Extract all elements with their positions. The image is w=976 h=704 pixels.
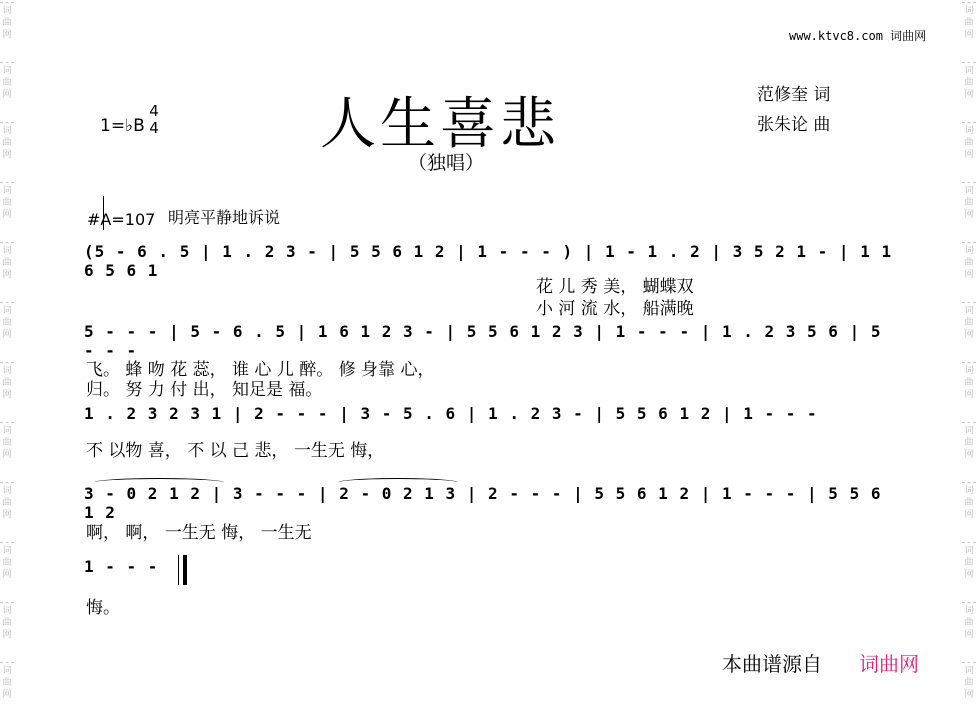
watermark-char: 曲 [2, 198, 12, 208]
watermark-char: 网 [2, 630, 12, 640]
watermark-char: 网 [2, 330, 12, 340]
song-title: 人生喜悲 [320, 92, 560, 157]
composer-credit: 张朱论 曲 [757, 115, 831, 135]
site-watermark[interactable]: www.ktvc8.com 词曲网 [789, 29, 927, 43]
right-watermark-strip [962, 0, 976, 704]
watermark-char: 词 [964, 306, 974, 316]
watermark-char: 曲 [2, 18, 12, 28]
time-signature-top: 4 [149, 102, 159, 120]
watermark-char: 网 [964, 450, 974, 460]
watermark-char: 网 [2, 30, 12, 40]
watermark-char: 网 [964, 690, 974, 700]
watermark-char: 词 [964, 666, 974, 676]
score-row-3 [84, 402, 898, 432]
score-row-2 [84, 320, 898, 360]
lyric-line: 归。 努 力 付 出， 知足是 福。 [86, 380, 323, 400]
watermark-char: 网 [964, 570, 974, 580]
watermark-char: 曲 [964, 78, 974, 88]
watermark-char: 曲 [964, 378, 974, 388]
key-signature: 1=♭B [100, 116, 145, 136]
time-signature [147, 103, 161, 137]
lyric-line: 啊， 啊， 一生无 悔， 一生无 [86, 523, 312, 543]
watermark-char: 词 [964, 6, 974, 16]
watermark-char: 词 [2, 666, 12, 676]
score-row-notes: 1 . 2 3 2 3 1 | 2 - - - | 3 - 5 . 6 | 1 . 2 3 - | 5 5 6 1 2 | 1 - - - [84, 404, 818, 423]
watermark-char: 网 [964, 330, 974, 340]
watermark-char: 曲 [2, 378, 12, 388]
watermark-char: 词 [2, 246, 12, 256]
watermark-char: 网 [2, 150, 12, 160]
footer-site-link[interactable]: 词曲网 [859, 652, 919, 676]
watermark-char: 曲 [964, 558, 974, 568]
score-row-4 [84, 482, 898, 522]
watermark-char: 网 [2, 390, 12, 400]
watermark-char: 网 [2, 510, 12, 520]
watermark-char: 词 [2, 486, 12, 496]
watermark-char: 网 [964, 630, 974, 640]
lyric-line: 小 河 流 水， 船满晚 [536, 299, 694, 319]
lyric-line: 飞。 蜂 吻 花 蕊， 谁 心 儿 醉。 修 身靠 心， [86, 360, 435, 380]
watermark-char: 词 [2, 426, 12, 436]
watermark-char: 曲 [2, 78, 12, 88]
watermark-char: 曲 [964, 498, 974, 508]
watermark-char: 网 [2, 90, 12, 100]
watermark-char: 网 [964, 390, 974, 400]
watermark-char: 词 [964, 126, 974, 136]
watermark-char: 曲 [964, 138, 974, 148]
watermark-char: 曲 [2, 558, 12, 568]
watermark-char: 网 [964, 270, 974, 280]
watermark-char: 词 [2, 126, 12, 136]
time-signature-bottom: 4 [149, 119, 159, 137]
watermark-char: 曲 [964, 318, 974, 328]
watermark-char: 词 [964, 186, 974, 196]
watermark-char: 曲 [964, 258, 974, 268]
watermark-char: 词 [2, 6, 12, 16]
watermark-char: 曲 [964, 678, 974, 688]
watermark-char: 曲 [2, 498, 12, 508]
watermark-char: 词 [964, 546, 974, 556]
watermark-char: 词 [2, 306, 12, 316]
watermark-char: 网 [2, 450, 12, 460]
score-row-notes: 5 - - - | 5 - 6 . 5 | 1 6 1 2 3 - | 5 5 6 1 2 3 | 1 - - - | 1 . 2 3 5 6 | 5 - - - [84, 322, 882, 360]
watermark-char: 词 [2, 366, 12, 376]
score-row-1 [84, 240, 898, 280]
watermark-char: 曲 [2, 318, 12, 328]
watermark-char: 词 [964, 246, 974, 256]
watermark-char: 词 [964, 66, 974, 76]
watermark-char: 网 [2, 270, 12, 280]
watermark-char: 网 [2, 570, 12, 580]
lyricist-credit: 范修奎 词 [757, 85, 831, 105]
watermark-char: 曲 [964, 618, 974, 628]
watermark-char: 网 [2, 210, 12, 220]
watermark-char: 曲 [964, 198, 974, 208]
song-subtitle: （独唱） [408, 152, 485, 174]
watermark-char: 词 [2, 66, 12, 76]
lyric-line: 不 以物 喜， 不 以 己 悲， 一生无 悔， [86, 441, 385, 461]
watermark-char: 曲 [2, 678, 12, 688]
score-row-notes: (5 - 6 . 5 | 1 . 2 3 - | 5 5 6 1 2 | 1 - - - ) | 1 - 1 . 2 | 3 5 2 1 - | 1 1 6 5 6 1 [84, 242, 893, 280]
score-row-notes: 1 - - - [84, 557, 159, 576]
watermark-char: 词 [2, 546, 12, 556]
lyric-line: 悔。 [86, 598, 120, 618]
watermark-char: 网 [964, 150, 974, 160]
lyric-line: 花 儿 秀 美， 蝴蝶双 [536, 277, 694, 297]
watermark-char: 曲 [2, 138, 12, 148]
watermark-char: 词 [2, 606, 12, 616]
watermark-char: 曲 [2, 618, 12, 628]
watermark-char: 曲 [964, 438, 974, 448]
watermark-char: 网 [964, 510, 974, 520]
footer-source-text: 本曲谱源自 [722, 652, 822, 676]
tempo-marking: #A=107 [87, 210, 156, 229]
score-row-5 [84, 555, 898, 585]
watermark-char: 曲 [2, 258, 12, 268]
watermark-char: 网 [2, 690, 12, 700]
final-barline-thin [178, 555, 179, 585]
final-barline-thick [183, 555, 187, 585]
watermark-char: 词 [964, 426, 974, 436]
watermark-char: 词 [964, 606, 974, 616]
watermark-char: 曲 [964, 18, 974, 28]
left-watermark-strip [0, 0, 14, 704]
expression-marking: 明亮平静地诉说 [168, 208, 281, 227]
watermark-char: 网 [964, 30, 974, 40]
score-row-notes: 3 - 0 2 1 2 | 3 - - - | 2 - 0 2 1 3 | 2 - - - | 5 5 6 1 2 | 1 - - - | 5 5 6 1 2 [84, 484, 882, 522]
watermark-char: 词 [964, 486, 974, 496]
watermark-char: 网 [964, 90, 974, 100]
watermark-char: 网 [964, 210, 974, 220]
watermark-char: 词 [2, 186, 12, 196]
watermark-char: 词 [964, 366, 974, 376]
watermark-char: 曲 [2, 438, 12, 448]
